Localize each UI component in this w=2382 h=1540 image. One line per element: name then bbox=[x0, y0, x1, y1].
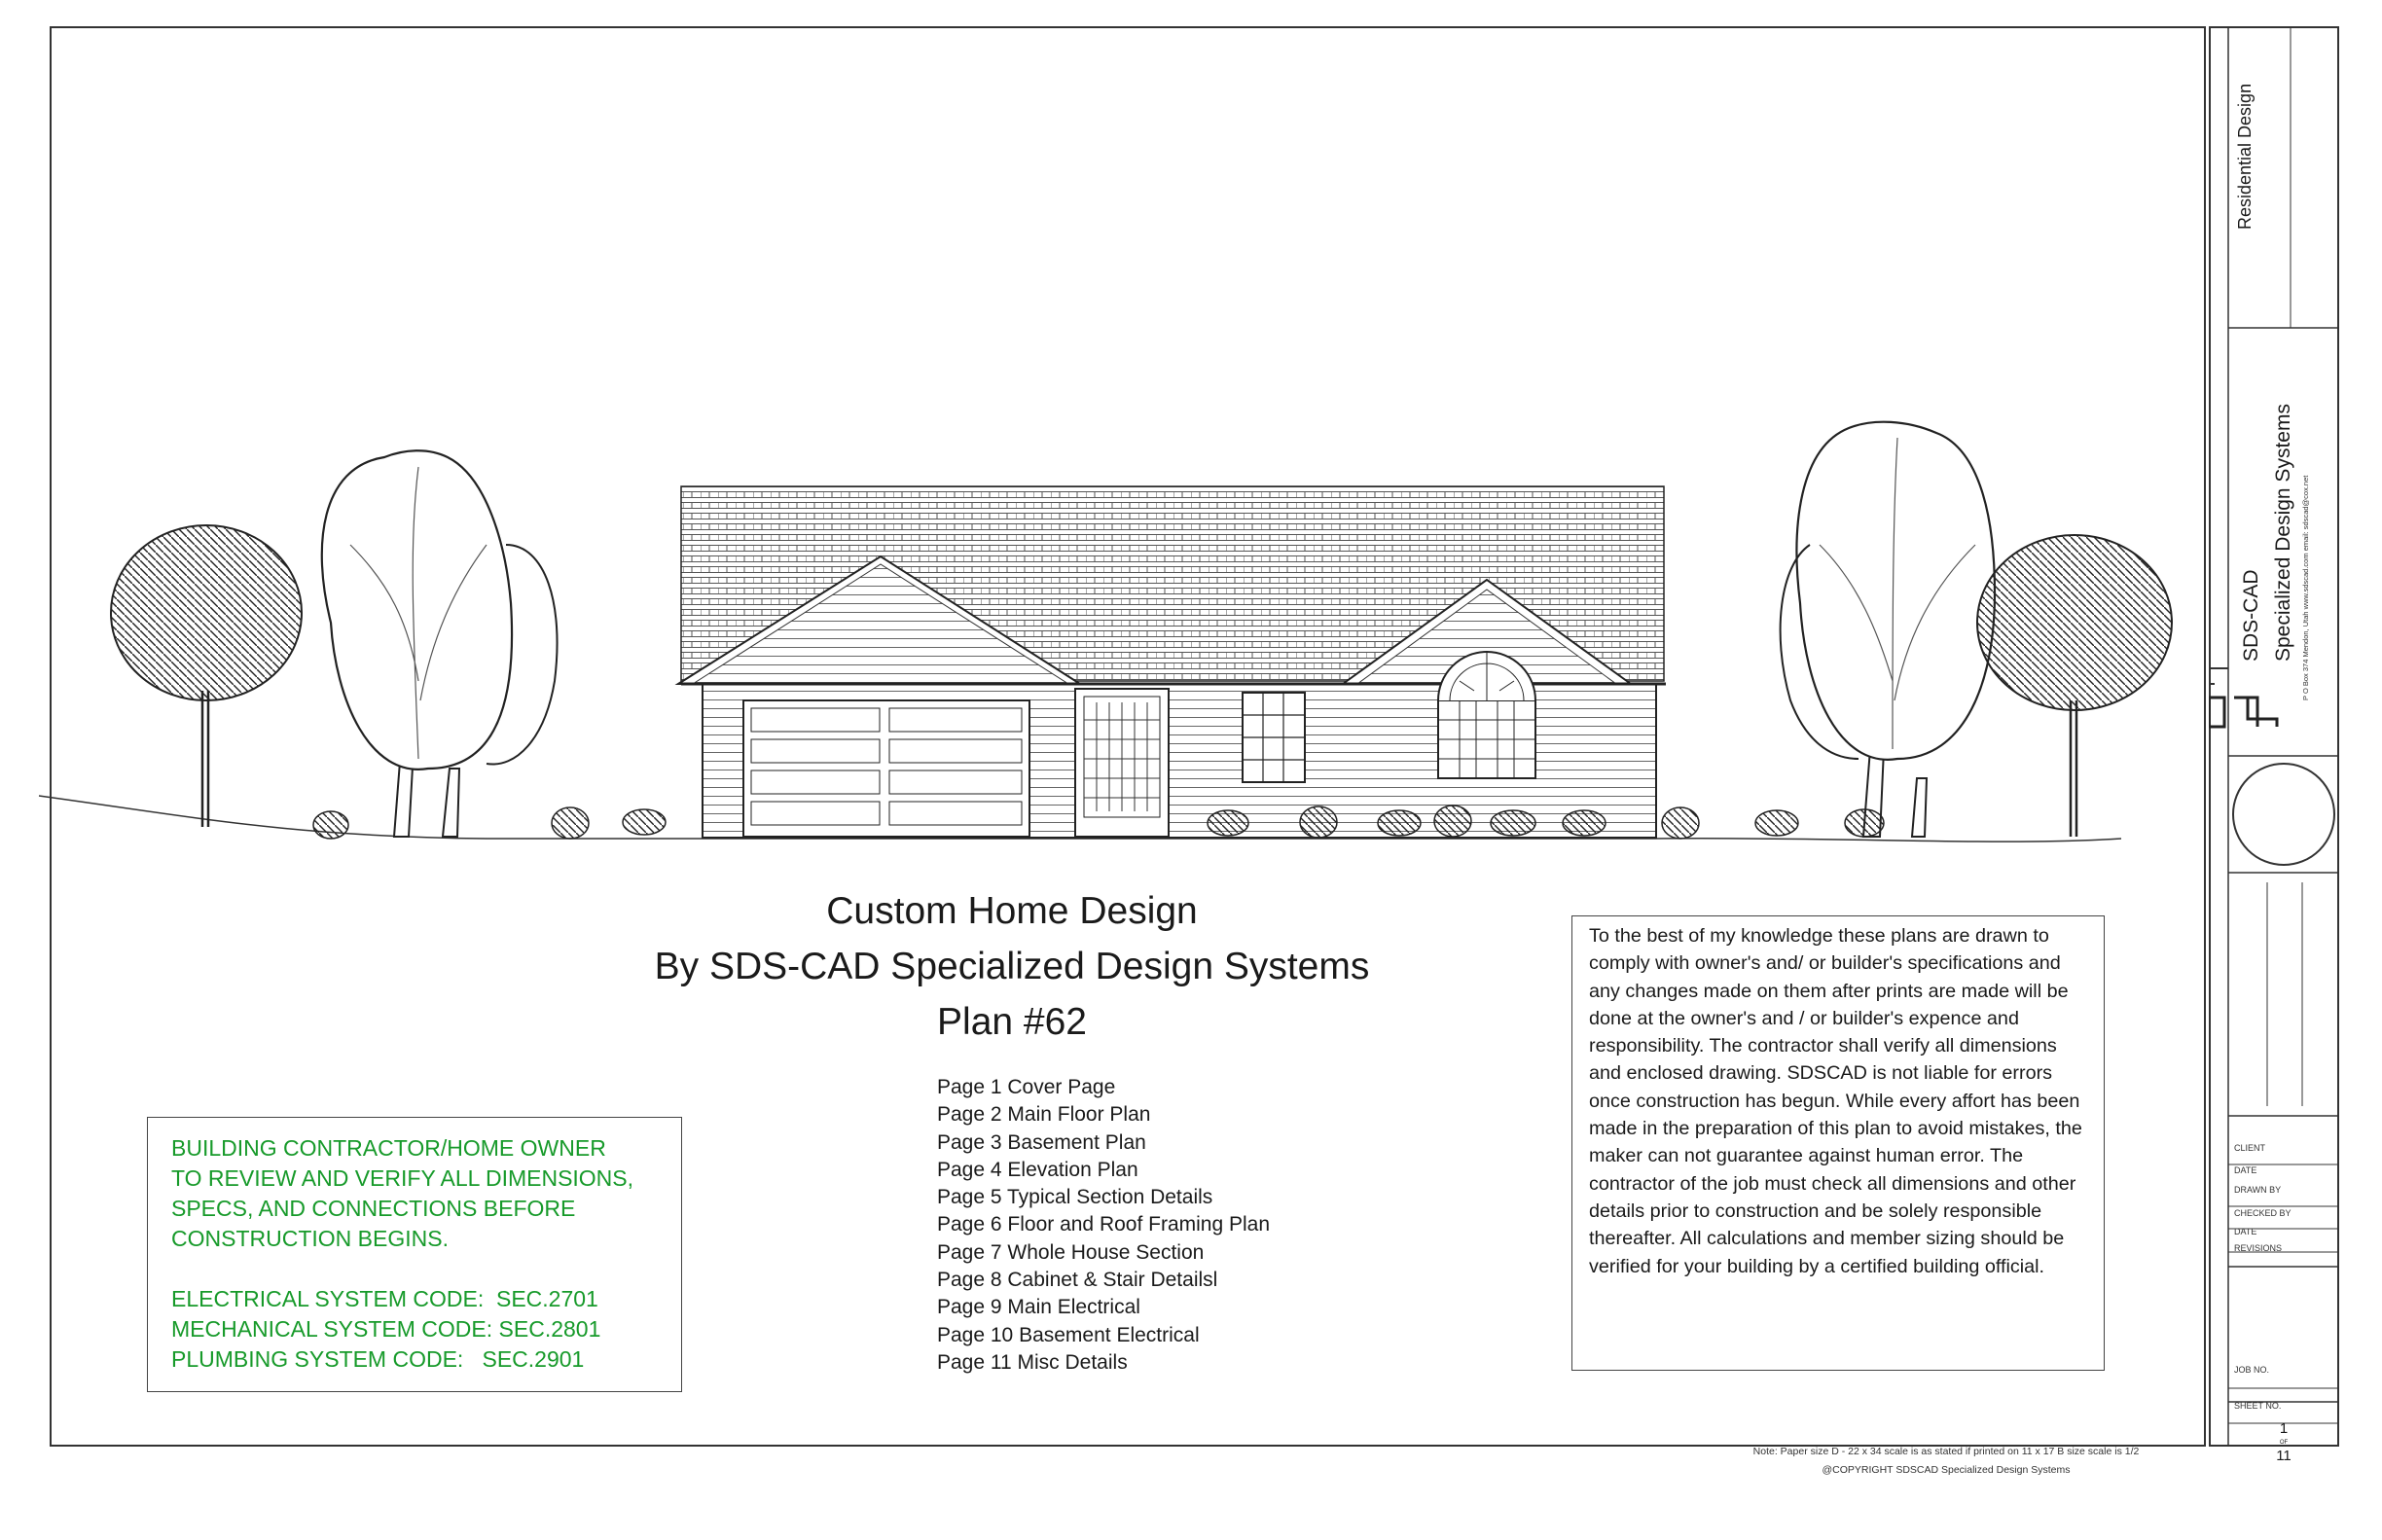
page-index-item: Page 4 Elevation Plan bbox=[937, 1158, 1138, 1181]
contractor-verification-note bbox=[147, 1117, 682, 1392]
code-line: MECHANICAL SYSTEM CODE: SEC.2801 bbox=[171, 1316, 601, 1342]
page-index-list bbox=[937, 1074, 1270, 1377]
center-window bbox=[1243, 693, 1305, 782]
field-label-job-no: JOB NO. bbox=[2234, 1365, 2270, 1375]
plan-title-block bbox=[525, 883, 1498, 1050]
paper-size-note: Note: Paper size D - 22 x 34 scale is as stated if printed on 11 x 17 B size scale is 1/2 bbox=[1752, 1446, 2140, 1457]
field-label-sheet-no: SHEET NO. bbox=[2234, 1401, 2282, 1411]
right-small-tree bbox=[1977, 535, 2172, 837]
page-index-item: Page 2 Main Floor Plan bbox=[937, 1103, 1151, 1127]
sheet-total: 11 bbox=[2276, 1448, 2292, 1464]
note-line: TO REVIEW AND VERIFY ALL DIMENSIONS, bbox=[171, 1165, 634, 1191]
page-index-item: Page 5 Typical Section Details bbox=[937, 1186, 1213, 1209]
disclaimer-text: To the best of my knowledge these plans are drawn to comply with owner's and/ or builder's specifications and any changes made on them after prints are made will be done at the owner's and / or builder's expence and responsibility. The contractor shall verify all dimensions and enclosed drawing. SDSCAD is not liable for errors once construction has begun. While every affort has been made in the preparation of this plan to avoid mistakes, the maker can not guarantee against human error. The contractor of the job must check all dimensions and other details prior to construction and be solely responsible thereafter. All calculations and member sizing should be verified for your building by a certified building official. bbox=[1589, 925, 2082, 1277]
footer-notes bbox=[1742, 1443, 2150, 1480]
title-line-1: Custom Home Design bbox=[826, 890, 1198, 932]
note-line: SPECS, AND CONNECTIONS BEFORE bbox=[171, 1196, 576, 1221]
left-big-tree bbox=[322, 450, 558, 837]
sdscad-logo bbox=[2209, 698, 2277, 727]
page-index-item: Page 6 Floor and Roof Framing Plan bbox=[937, 1213, 1271, 1236]
page-index-item: Page 1 Cover Page bbox=[937, 1076, 1116, 1098]
title-line-2: By SDS-CAD Specialized Design Systems bbox=[654, 946, 1370, 987]
note-line: CONSTRUCTION BEGINS. bbox=[171, 1226, 449, 1251]
left-small-tree bbox=[111, 525, 302, 827]
page-index-item: Page 9 Main Electrical bbox=[937, 1296, 1140, 1319]
front-door bbox=[1075, 689, 1169, 837]
code-line: ELECTRICAL SYSTEM CODE: SEC.2701 bbox=[171, 1286, 598, 1311]
title-block-company-full: Specialized Design Systems bbox=[2272, 404, 2294, 662]
sheet-number-block bbox=[2228, 1422, 2339, 1463]
page-index-item: Page 8 Cabinet & Stair Detailsl bbox=[937, 1269, 1218, 1292]
title-block-category: Residential Design bbox=[2235, 83, 2255, 230]
code-line: PLUMBING SYSTEM CODE: SEC.2901 bbox=[171, 1346, 585, 1372]
title-block-company-short: SDS-CAD bbox=[2240, 569, 2262, 662]
arched-window bbox=[1438, 652, 1535, 778]
field-label-drawn-by: DRAWN BY bbox=[2234, 1185, 2282, 1195]
right-big-tree bbox=[1781, 422, 1995, 837]
page-index-item: Page 3 Basement Plan bbox=[937, 1130, 1146, 1154]
sheet-of-label: OF bbox=[2279, 1440, 2289, 1446]
copyright-note: @COPYRIGHT SDSCAD Specialized Design Systems bbox=[1822, 1464, 2071, 1476]
disclaimer-box bbox=[1571, 915, 2105, 1371]
title-block-address: P O Box 374 Mendon, Utah www.sdscad.com email: sdscad@cox.net bbox=[2301, 475, 2310, 700]
note-line: BUILDING CONTRACTOR/HOME OWNER bbox=[171, 1135, 606, 1161]
page-index-item: Page 7 Whole House Section bbox=[937, 1240, 1205, 1264]
sheet-number: 1 bbox=[2279, 1420, 2289, 1437]
field-label-revisions: REVISIONS bbox=[2234, 1243, 2283, 1253]
field-label-checked-by: CHECKED BY bbox=[2234, 1208, 2292, 1218]
title-line-3: Plan #62 bbox=[937, 1001, 1087, 1043]
field-label-client: CLIENT bbox=[2234, 1143, 2266, 1153]
page-index-item: Page 10 Basement Electrical bbox=[937, 1323, 1200, 1346]
page-index-item: Page 11 Misc Details bbox=[937, 1350, 1128, 1374]
title-block-lines bbox=[2209, 26, 2339, 1447]
field-label-date-2: DATE bbox=[2234, 1227, 2257, 1236]
garage-door bbox=[743, 700, 1029, 837]
field-label-date: DATE bbox=[2234, 1165, 2257, 1175]
